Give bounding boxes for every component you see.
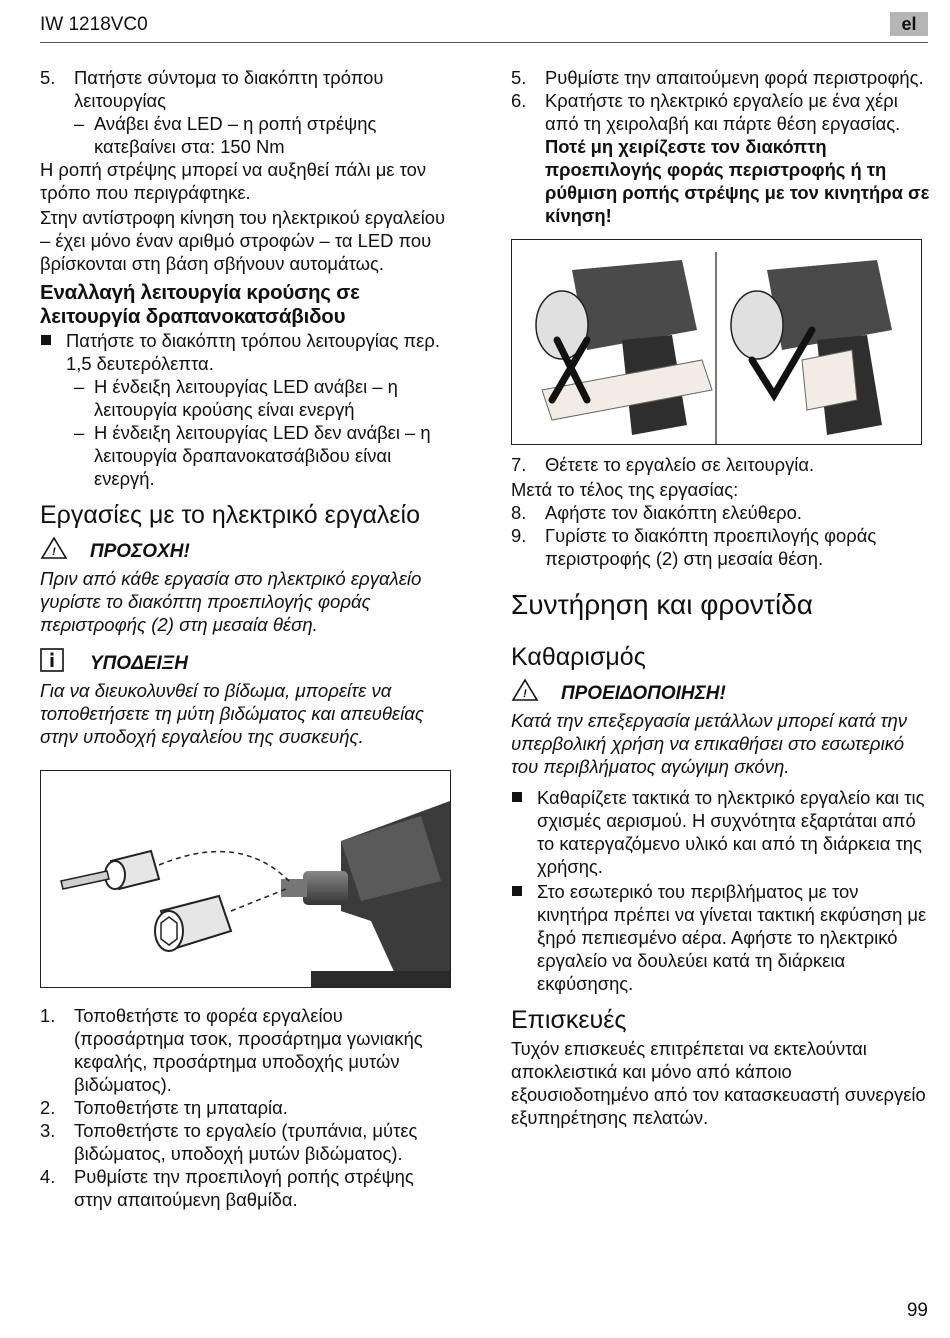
step-text: Αφήστε τον διακόπτη ελεύθερο.: [545, 502, 802, 523]
step-text: Θέτετε το εργαλείο σε λειτουργία.: [545, 454, 815, 475]
step-text: Κρατήστε το ηλεκτρικό εργαλείο με ένα χέρι από τη χειρολαβή και πάρτε θέση εργασίας.: [545, 90, 901, 134]
step-number: 7.: [511, 454, 527, 475]
right-column: [511, 66, 931, 1129]
dash-text: Η ένδειξη λειτουργίας LED ανάβει – η λειτουργία κρούσης είναι ενεργή: [94, 376, 398, 420]
hint-text: Για να διευκολυνθεί το βίδωμα, μπορείτε να τοποθετήσετε τη μύτη βιδώματος και απευθείας στην υποδοχή εργαλείου της συσκευής.: [40, 680, 424, 747]
step-number: 5.: [40, 67, 56, 88]
step-number: 8.: [511, 502, 527, 523]
section-heading: Εναλλαγή λειτουργία κρούσης σε λειτουργία δραπανοκατσάβιδου: [40, 281, 360, 328]
warning-text: Κατά την επεξεργασία μετάλλων μπορεί κατά την υπερβολική χρήση να επικαθήσει στο εσωτερικό του περιβλήματος αγώγιμη σκόνη.: [511, 710, 908, 777]
step-text: Γυρίστε το διακόπτη προεπιλογής φοράς περιστροφής (2) στη μεσαία θέση.: [545, 525, 877, 569]
caution-text: Πριν από κάθε εργασία στο ηλεκτρικό εργαλείο γυρίστε το διακόπτη προεπιλογής φοράς περιστροφής (2) στη μεσαία θέση.: [40, 568, 422, 635]
paragraph: Στην αντίστροφη κίνηση του ηλεκτρικού εργαλείου – έχει μόνο έναν αριθμό στροφών – τα LED που βρίσκονται στη βάση σβήνουν αυτομάτως.: [40, 207, 446, 274]
step-text: Τοποθετήστε το εργαλείο (τρυπάνια, μύτες βιδώματος, υποδοχή μυτών βιδώματος).: [74, 1120, 418, 1164]
step-number: 4.: [40, 1166, 56, 1187]
caution-label: ΠΡΟΣΟΧΗ!: [90, 540, 190, 562]
step-number: 5.: [511, 67, 527, 88]
paragraph: Τυχόν επισκευές επιτρέπεται να εκτελούνται αποκλειστικά και μόνο από κάποιο εξουσιοδοτημένο από τον κατασκευαστή συνεργείο εξυπηρέτησης πελατών.: [511, 1038, 926, 1128]
warning-label: ΠΡΟΕΙΔΟΠΟΙΗΣΗ!: [561, 682, 726, 704]
bullet-text: Καθαρίζετε τακτικά το ηλεκτρικό εργαλείο και τις σχισμές αερισμού. Η συχνότητα εξαρτάται από το κατεργαζόμενο υλικό και από τη διάρκεια της χρήσης.: [537, 787, 925, 877]
bullet-item: [40, 329, 455, 375]
step-number: 1.: [40, 1005, 56, 1026]
bullet-item: [511, 786, 931, 878]
step-text: Ρυθμίστε την προεπιλογή ροπής στρέψης στην απαιτούμενη βαθμίδα.: [74, 1166, 414, 1210]
step-item: [40, 1004, 455, 1096]
hint-label: ΥΠΟΔΕΙΞΗ: [90, 652, 189, 674]
step-item: [40, 1119, 455, 1165]
bullet-text: Πατήστε το διακόπτη τρόπου λειτουργίας περ. 1,5 δευτερόλεπτα.: [66, 330, 440, 374]
bit-insertion-illustration: [40, 770, 451, 988]
dash-mark: –: [74, 422, 85, 443]
square-bullet-icon: [511, 786, 537, 878]
section-heading: Εργασίες με το ηλεκτρικό εργαλείο: [40, 501, 421, 529]
step-number: 2.: [40, 1097, 56, 1118]
square-bullet-icon: [511, 880, 537, 995]
steps-list: [40, 1004, 455, 1211]
step-number: 9.: [511, 525, 527, 546]
warning-header: [511, 678, 931, 709]
svg-text:!: !: [52, 546, 56, 558]
bullet-item: [511, 880, 931, 995]
caution-header: [40, 536, 455, 567]
step-item: [511, 524, 931, 570]
step-item: [40, 1096, 455, 1119]
subsection-heading: Καθαρισμός: [511, 643, 646, 671]
left-column: [40, 66, 455, 1211]
warning-triangle-icon: [511, 678, 561, 709]
step-item: [40, 66, 455, 112]
step-item: [511, 453, 931, 476]
page-header: [40, 10, 928, 43]
step-text: Ρυθμίστε την απαιτούμενη φορά περιστροφής.: [545, 67, 924, 88]
step-number: 6.: [511, 90, 527, 111]
grip-illustration: [511, 239, 922, 445]
step-text: Τοποθετήστε το φορέα εργαλείου (προσάρτημα τσοκ, προσάρτημα γωνιακής κεφαλής, προσάρτημα υποδοχής μυτών βιδώματος).: [74, 1005, 423, 1095]
section-heading: Συντήρηση και φροντίδα: [511, 589, 813, 620]
dash-mark: –: [74, 113, 85, 134]
bold-warning: Ποτέ μη χειρίζεστε τον διακόπτη προεπιλογής φοράς περιστροφής ή τη ρύθμιση ροπής στρέψης με τον κινητήρα σε κίνηση!: [545, 136, 930, 226]
step-text: Πατήστε σύντομα το διακόπτη τρόπου λειτουργίας: [74, 67, 384, 111]
model-number: IW 1218VC0: [40, 14, 148, 35]
square-bullet-icon: [40, 329, 66, 375]
paragraph: Η ροπή στρέψης μπορεί να αυξηθεί πάλι με τον τρόπο που περιγράφτηκε.: [40, 159, 427, 203]
language-badge: el: [890, 12, 928, 36]
dash-mark: –: [74, 376, 85, 397]
info-icon: [40, 648, 90, 679]
paragraph: Μετά το τέλος της εργασίας:: [511, 479, 739, 500]
hint-header: [40, 648, 455, 679]
step-text: Τοποθετήστε τη μπαταρία.: [74, 1097, 288, 1118]
dash-text: Ανάβει ένα LED – η ροπή στρέψης κατεβαίνει στα: 150 Nm: [94, 113, 377, 157]
step-number: 3.: [40, 1120, 56, 1141]
dash-text: Η ένδειξη λειτουργίας LED δεν ανάβει – η λειτουργία δραπανοκατσάβιδου είναι ενεργή.: [94, 422, 431, 489]
dash-item: [40, 375, 455, 421]
step-item: [40, 1165, 455, 1211]
subsection-heading: Επισκευές: [511, 1006, 627, 1034]
bullet-text: Στο εσωτερικό του περιβλήματος με τον κινητήρα πρέπει να γίνεται τακτική εκφύσηση με ξηρό πεπιεσμένο αέρα. Αφήστε το ηλεκτρικό εργαλείο να δουλεύει κατά τη διάρκεια εκφύσησης.: [537, 881, 927, 994]
step-item: [511, 89, 931, 135]
step-item: [511, 66, 931, 89]
step-item: [511, 501, 931, 524]
dash-item: [40, 421, 455, 490]
warning-triangle-icon: [40, 536, 90, 567]
svg-text:!: !: [523, 688, 527, 700]
page-number: 99: [906, 1300, 928, 1321]
dash-item: [40, 112, 455, 158]
